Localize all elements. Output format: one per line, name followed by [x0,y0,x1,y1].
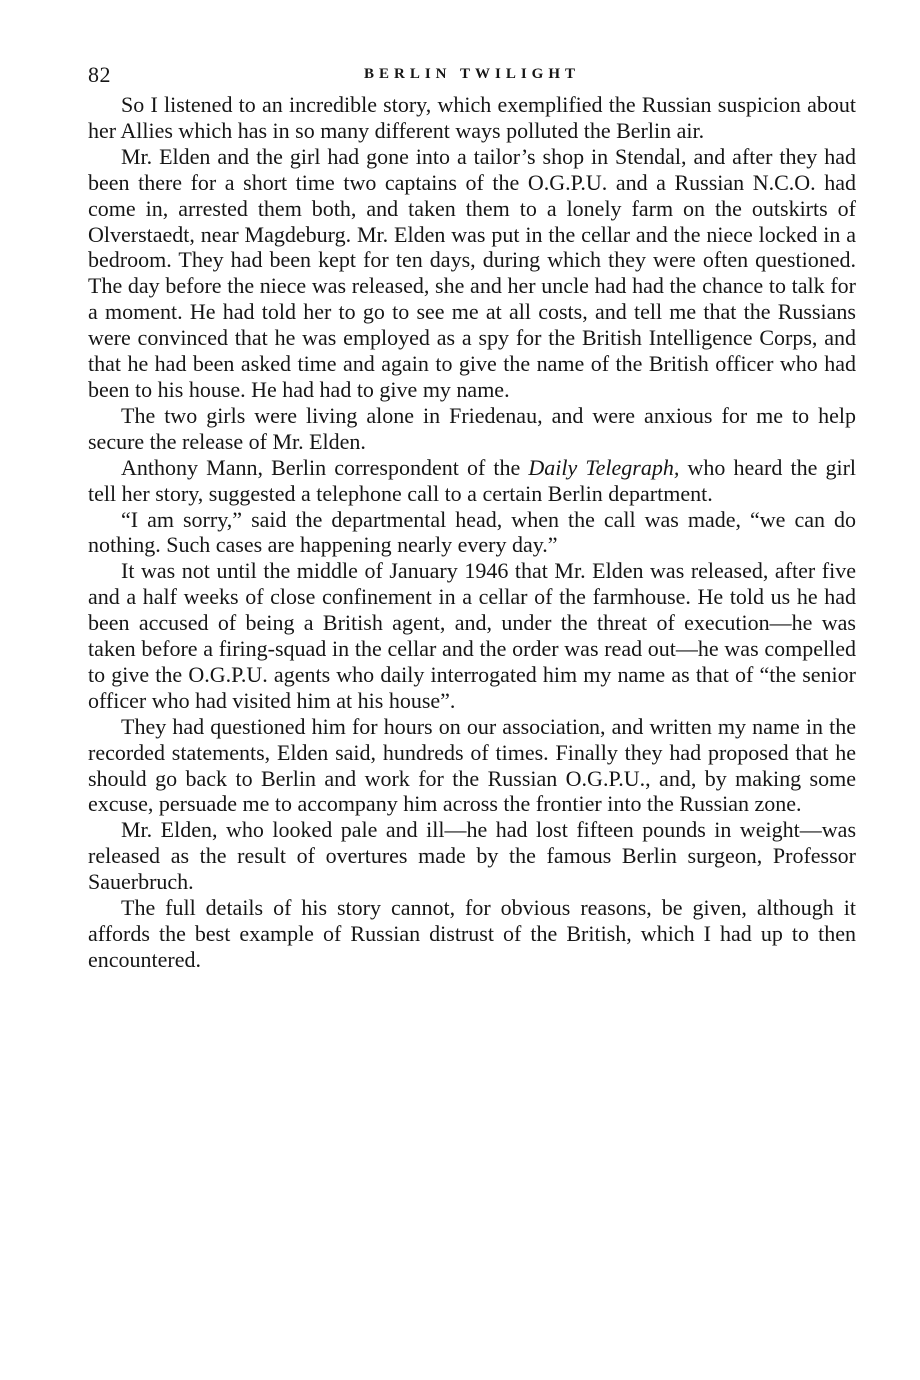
paragraph-4-rest: who heard the girl tell her story, suggested a telephone call to a certain Berlin department. [88,454,857,506]
paragraph-5: “I am sorry,” said the departmental head, when the call was made, “we can do nothing. Such cases are happening nearly every day.” [88,506,856,558]
paragraph-8: Mr. Elden, who looked pale and ill—he had lost fifteen pounds in weight—was released as the result of overtures made by the famous Berlin surgeon, Professor Sauerbruch. [88,817,856,895]
paragraph-4-lead: Anthony Mann, Berlin correspondent of the [121,454,529,480]
newspaper-title: Daily Telegraph, [528,454,680,480]
paragraph-9: The full details of his story cannot, for obvious reasons, be given, although it affords the best example of Russian distrust of the British, which I had up to then encountered. [88,895,856,972]
body-text [88,92,856,973]
paragraph-6: It was not until the middle of January 1946 that Mr. Elden was released, after five and a half weeks of close confinement in a cellar of the farmhouse. He told us he had been accused of being a British agent, and, under the threat of execution—he was taken before a firing-squad in the cellar and the order was read out—he was compelled to give the O.G.P.U. agents who daily interrogated him my name as that of “the senior officer who had visited him at his house”. [88,558,856,713]
paragraph-2: Mr. Elden and the girl had gone into a tailor’s shop in Stendal, and after they had been there for a short time two captains of the O.G.P.U. and a Russian N.C.O. had come in, arrested them both, and taken them to a lonely farm on the outskirts of Olverstaedt, near Magdeburg. Mr. Elden was put in the cellar and the niece locked in a bedroom. They had been kept for ten days, during which they were often questioned. The day before the niece was released, she and her uncle had had the chance to talk for a moment. He had told her to go to see me at all costs, and tell me that the Russians were convinced that he was employed as a spy for the British Intelligence Corps, and that he had been asked time and again to give the name of the British officer who had been to his house. He had had to give my name. [88,143,856,402]
paragraph-4 [88,455,856,507]
page-number: 82 [88,62,111,87]
book-title: BERLIN TWILIGHT [363,66,581,82]
running-head [88,60,856,92]
paragraph-3: The two girls were living alone in Friedenau, and were anxious for me to help secure the release of Mr. Elden. [88,402,856,454]
book-page [88,60,856,973]
paragraph-1: So I listened to an incredible story, which exemplified the Russian suspicion about her Allies which has in so many different ways polluted the Berlin air. [88,92,856,143]
paragraph-7: They had questioned him for hours on our association, and written my name in the recorded statements, Elden said, hundreds of times. Finally they had proposed that he should go back to Berlin and work for the Russian O.G.P.U., and, by making some excuse, persuade me to accompany him across the frontier into the Russian zone. [88,713,856,817]
